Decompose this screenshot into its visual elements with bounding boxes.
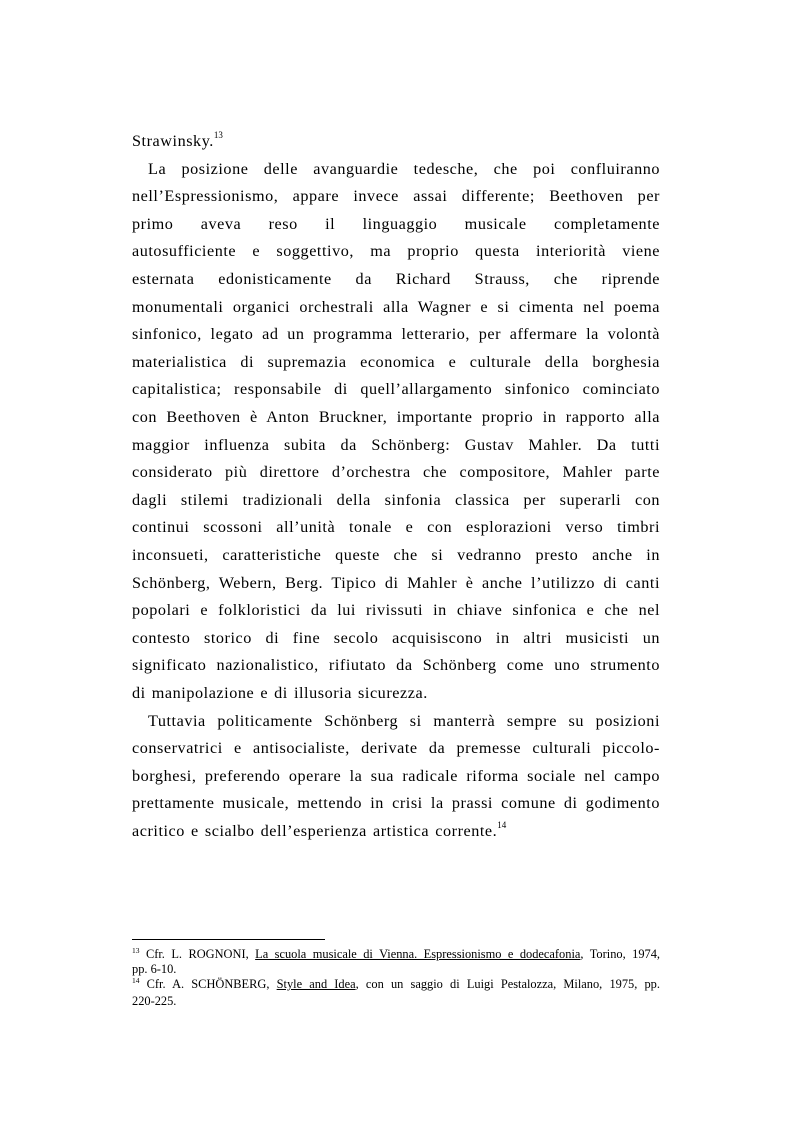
body-line (132, 352, 660, 372)
body-line (132, 517, 660, 537)
footnote-14-suffix: , con un saggio di Luigi Pestalozza, Milano, 1975, pp. (355, 977, 660, 991)
body-line (132, 379, 660, 399)
body-line (132, 683, 660, 703)
body-line (132, 131, 660, 151)
body-line (132, 628, 660, 648)
body-line-text: borghesi, preferendo operare la sua radicale riforma sociale nel campo (132, 766, 660, 785)
body-line (132, 711, 660, 731)
body-line-text: inconsueti, caratteristiche queste che si vedranno presto anche in (132, 546, 660, 564)
body-line (132, 462, 660, 482)
body-line (132, 600, 660, 620)
footnote-separator (132, 939, 325, 940)
body-line-text: Strawinsky. (132, 132, 214, 150)
body-line (132, 490, 660, 510)
body-line (132, 407, 660, 427)
body-line (132, 545, 660, 565)
body-line-text: popolari e folkloristici da lui rivissuti in chiave sinfonica e che nel (132, 601, 660, 620)
body-line-text: di manipolazione e di illusoria sicurezza. (132, 684, 428, 702)
body-line-text: significato nazionalistico, rifiutato da Schönberg come uno strumento (132, 656, 660, 675)
footnote-13-suffix: , Torino, 1974, (580, 947, 661, 961)
body-line-text: dagli stilemi tradizionali della sinfonia classica per superarli con (132, 490, 660, 509)
body-line-text: considerato più direttore d’orchestra che compositore, Mahler parte (132, 463, 660, 482)
body-line (132, 821, 660, 841)
body-line-text: capitalistica; responsabile di quell’allargamento sinfonico cominciato (132, 380, 660, 399)
footnote-14-line-1 (132, 977, 660, 991)
body-line (132, 573, 660, 593)
body-line-text: nell’Espressionismo, appare invece assai differente; Beethoven per (132, 187, 660, 206)
body-line-text: materialistica di supremazia economica e culturale della borghesia (132, 352, 660, 371)
footnote-13-marker: 13 (132, 946, 140, 955)
body-line-text: continui scossoni all’unità tonale e con esplorazioni verso timbri (132, 518, 660, 537)
body-line (132, 186, 660, 206)
body-line-text: contesto storico di fine secolo acquisiscono in altri musicisti un (132, 628, 660, 647)
body-line (132, 269, 660, 289)
footnote-14-marker: 14 (132, 976, 140, 985)
body-line-text: sinfonico, legato ad un programma letterario, per affermare la volontà (132, 325, 660, 344)
body-line-text: prettamente musicale, mettendo in crisi la prassi comune di godimento (132, 794, 660, 813)
body-line-text: con Beethoven è Anton Bruckner, importante proprio in rapporto alla (132, 408, 660, 426)
body-line (132, 159, 660, 179)
body-line (132, 738, 660, 758)
body-line-text: maggior influenza subita da Schönberg: Gustav Mahler. Da tutti (132, 435, 660, 454)
footnote-13-line-1 (132, 947, 660, 961)
body-line-text: autosufficiente e soggettivo, ma proprio questa interiorità viene (132, 242, 660, 261)
body-line-text: monumentali organici orchestrali alla Wagner e si cimenta nel poema (132, 297, 660, 316)
body-line (132, 297, 660, 317)
body-line (132, 793, 660, 813)
body-line (132, 655, 660, 675)
body-line-text: primo aveva reso il linguaggio musicale completamente (132, 214, 660, 233)
footnote-13-title: La scuola musicale di Vienna. Espressionismo e dodecafonia (255, 947, 581, 961)
footnote-14-prefix: Cfr. A. SCHÖNBERG, (139, 977, 277, 991)
footnote-13-prefix: Cfr. L. ROGNONI, (139, 947, 256, 961)
footnote-13-line-2: pp. 6-10. (132, 962, 177, 976)
body-line-text: conservatrici e antisocialiste, derivate da premesse culturali piccolo- (132, 739, 660, 758)
body-line-text: La posizione delle avanguardie tedesche, che poi confluiranno (148, 159, 660, 178)
body-line (132, 435, 660, 455)
footnote-14-line-2: 220-225. (132, 994, 177, 1008)
body-line (132, 241, 660, 261)
body-line (132, 214, 660, 234)
footnote-reference: 13 (213, 130, 223, 140)
body-line-text: Tuttavia politicamente Schönberg si manterrà sempre su posizioni (148, 711, 660, 730)
footnote-14-title: Style and Idea (276, 977, 356, 991)
body-line-text: Schönberg, Webern, Berg. Tipico di Mahler è anche l’utilizzo di canti (132, 573, 660, 592)
body-line-text: acritico e scialbo dell’esperienza artistica corrente. (132, 822, 498, 840)
body-line-text: esternata edonisticamente da Richard Strauss, che riprende (132, 270, 660, 288)
footnote-reference: 14 (497, 820, 507, 830)
body-line (132, 766, 660, 786)
body-line (132, 324, 660, 344)
